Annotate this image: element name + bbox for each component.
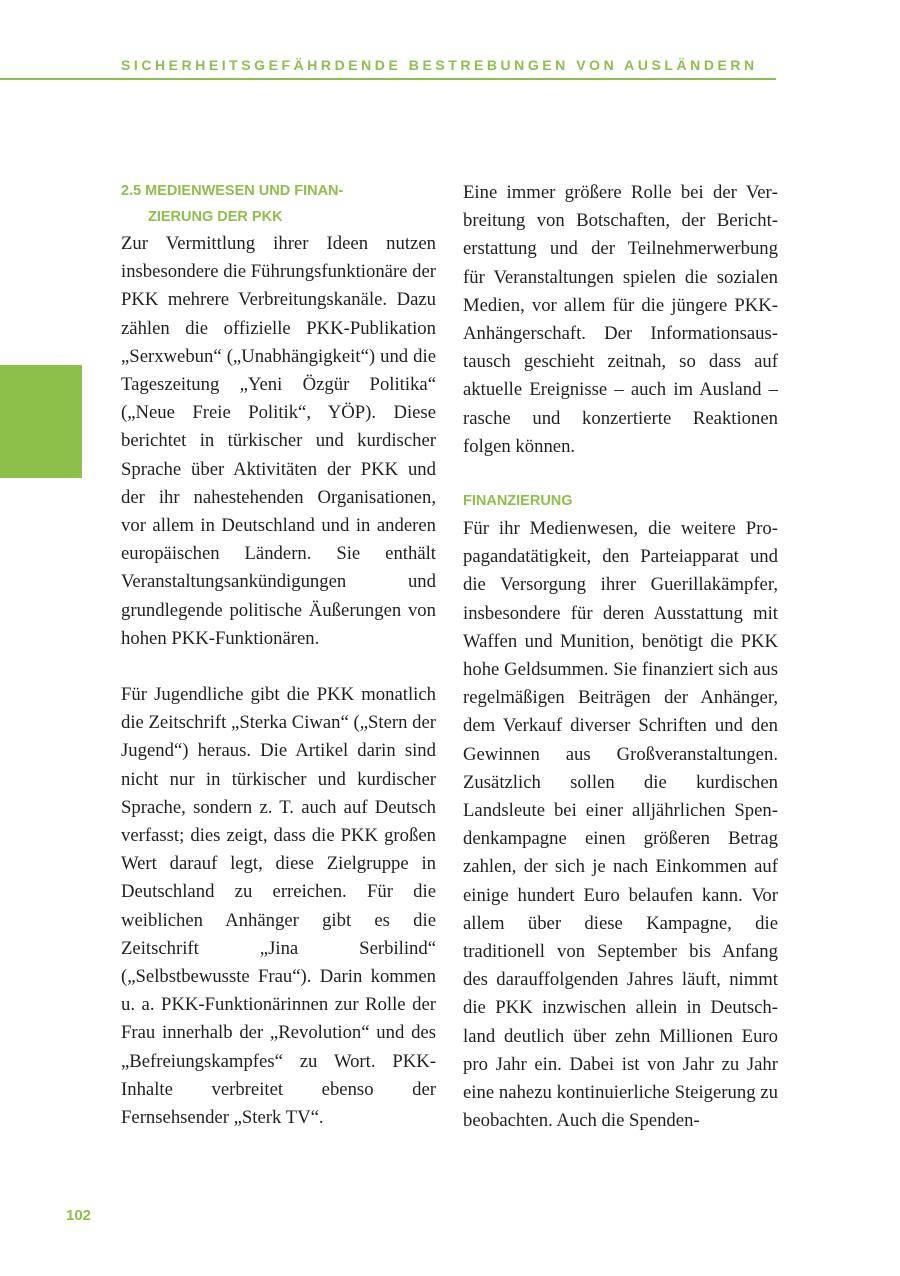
left-column [121, 178, 436, 1132]
page-number: 102 [66, 1207, 92, 1224]
section-heading-line-1: 2.5 MEDIENWESEN UND FINAN- [121, 183, 344, 199]
paragraph-media-channels: Zur Vermittlung ihrer Ideen nutzen insbesondere die Führungsfunktionäre der PKK mehrere Verbreitungskanäle. Dazu zählen die offizielle PKK-Publikation „Serxwebun“ („Unabhängigkeit“) und die Tageszeitung „Yeni Özgür Politika“ („Neue Freie Politik“, YÖP). Diese berichtet in türkischer und kurdischer Sprache über Aktivitäten der PKK und der ihr nahestehenden Organisationen, vor allem in Deutschland und in anderen europäischen Ländern. Sie enthält Veranstaltungsankündigungen und grundlegende politische Äußerungen von hohen PKK-Funktionären. [121, 233, 437, 649]
paragraph-financing: Für ihr Medienwesen, die weitere Propagandatätigkeit, den Parteiapparat und die Versorgung ihrer Guerillakämpfer, insbesondere für deren Ausstattung mit Waffen und Munition, benötigt die PKK hohe Geldsummen. Sie finanziert sich aus regelmäßigen Beiträgen der Anhänger, dem Verkauf diverser Schriften und den Gewinnen aus Großveranstaltungen. Zusätzlich sollen die kurdischen Landsleute bei einer alljährlichen Spendenkampagne einen größeren Betrag zahlen, der sich je nach Einkommen auf einige hundert Euro belaufen kann. Vor allem über diese Kampagne, die traditionell von September bis Anfang des darauffolgenden Jahres läuft, nimmt die PKK inzwischen allein in Deutschland deutlich über zehn Millionen Euro pro Jahr ein. Dabei ist von Jahr zu Jahr eine nahezu kontinuierliche Steigerung zu beobachten. Auch die Spenden- [463, 518, 778, 1132]
section-heading-line-2: ZIERUNG DER PKK [148, 209, 283, 225]
chapter-side-tab [0, 365, 82, 478]
header-rule [0, 78, 776, 80]
running-header-title: SICHERHEITSGEFÄHRDENDE BESTREBUNGEN VON AUSLÄNDERN [121, 57, 758, 73]
right-column [463, 178, 778, 1136]
section-heading [121, 178, 436, 230]
subheading-finanzierung: FINANZIERUNG [463, 493, 573, 510]
paragraph-social-media: Eine immer größere Rolle bei der Verbreitung von Botschaften, der Berichterstattung und der Teilnehmerwerbung für Veranstaltungen spielen die sozialen Medien, vor allem für die jüngere PKK-Anhängerschaft. Der Informationsaustausch geschieht zeitnah, so dass auf aktuelle Ereignisse – auch im Ausland – rasche und konzertierte Reaktionen folgen können. [463, 182, 778, 457]
paragraph-youth-magazines: Für Jugendliche gibt die PKK monatlich die Zeitschrift „Sterka Ciwan“ („Stern der Jugend“) heraus. Die Artikel darin sind nicht nur in türkischer und kurdischer Sprache, sondern z. T. auch auf Deutsch verfasst; dies zeigt, dass die PKK großen Wert darauf legt, diese Zielgruppe in Deutschland zu erreichen. Für die weiblichen Anhänger gibt es die Zeitschrift „Jina Serbilind“ („Selbstbewusste Frau“). Darin kommen u. a. PKK-Funktionärinnen zur Rolle der Frau innerhalb der „Revolution“ und des „Befreiungskampfes“ zu Wort. PKK-Inhalte verbreitet ebenso der Fernsehsender „Sterk TV“. [121, 684, 436, 1129]
